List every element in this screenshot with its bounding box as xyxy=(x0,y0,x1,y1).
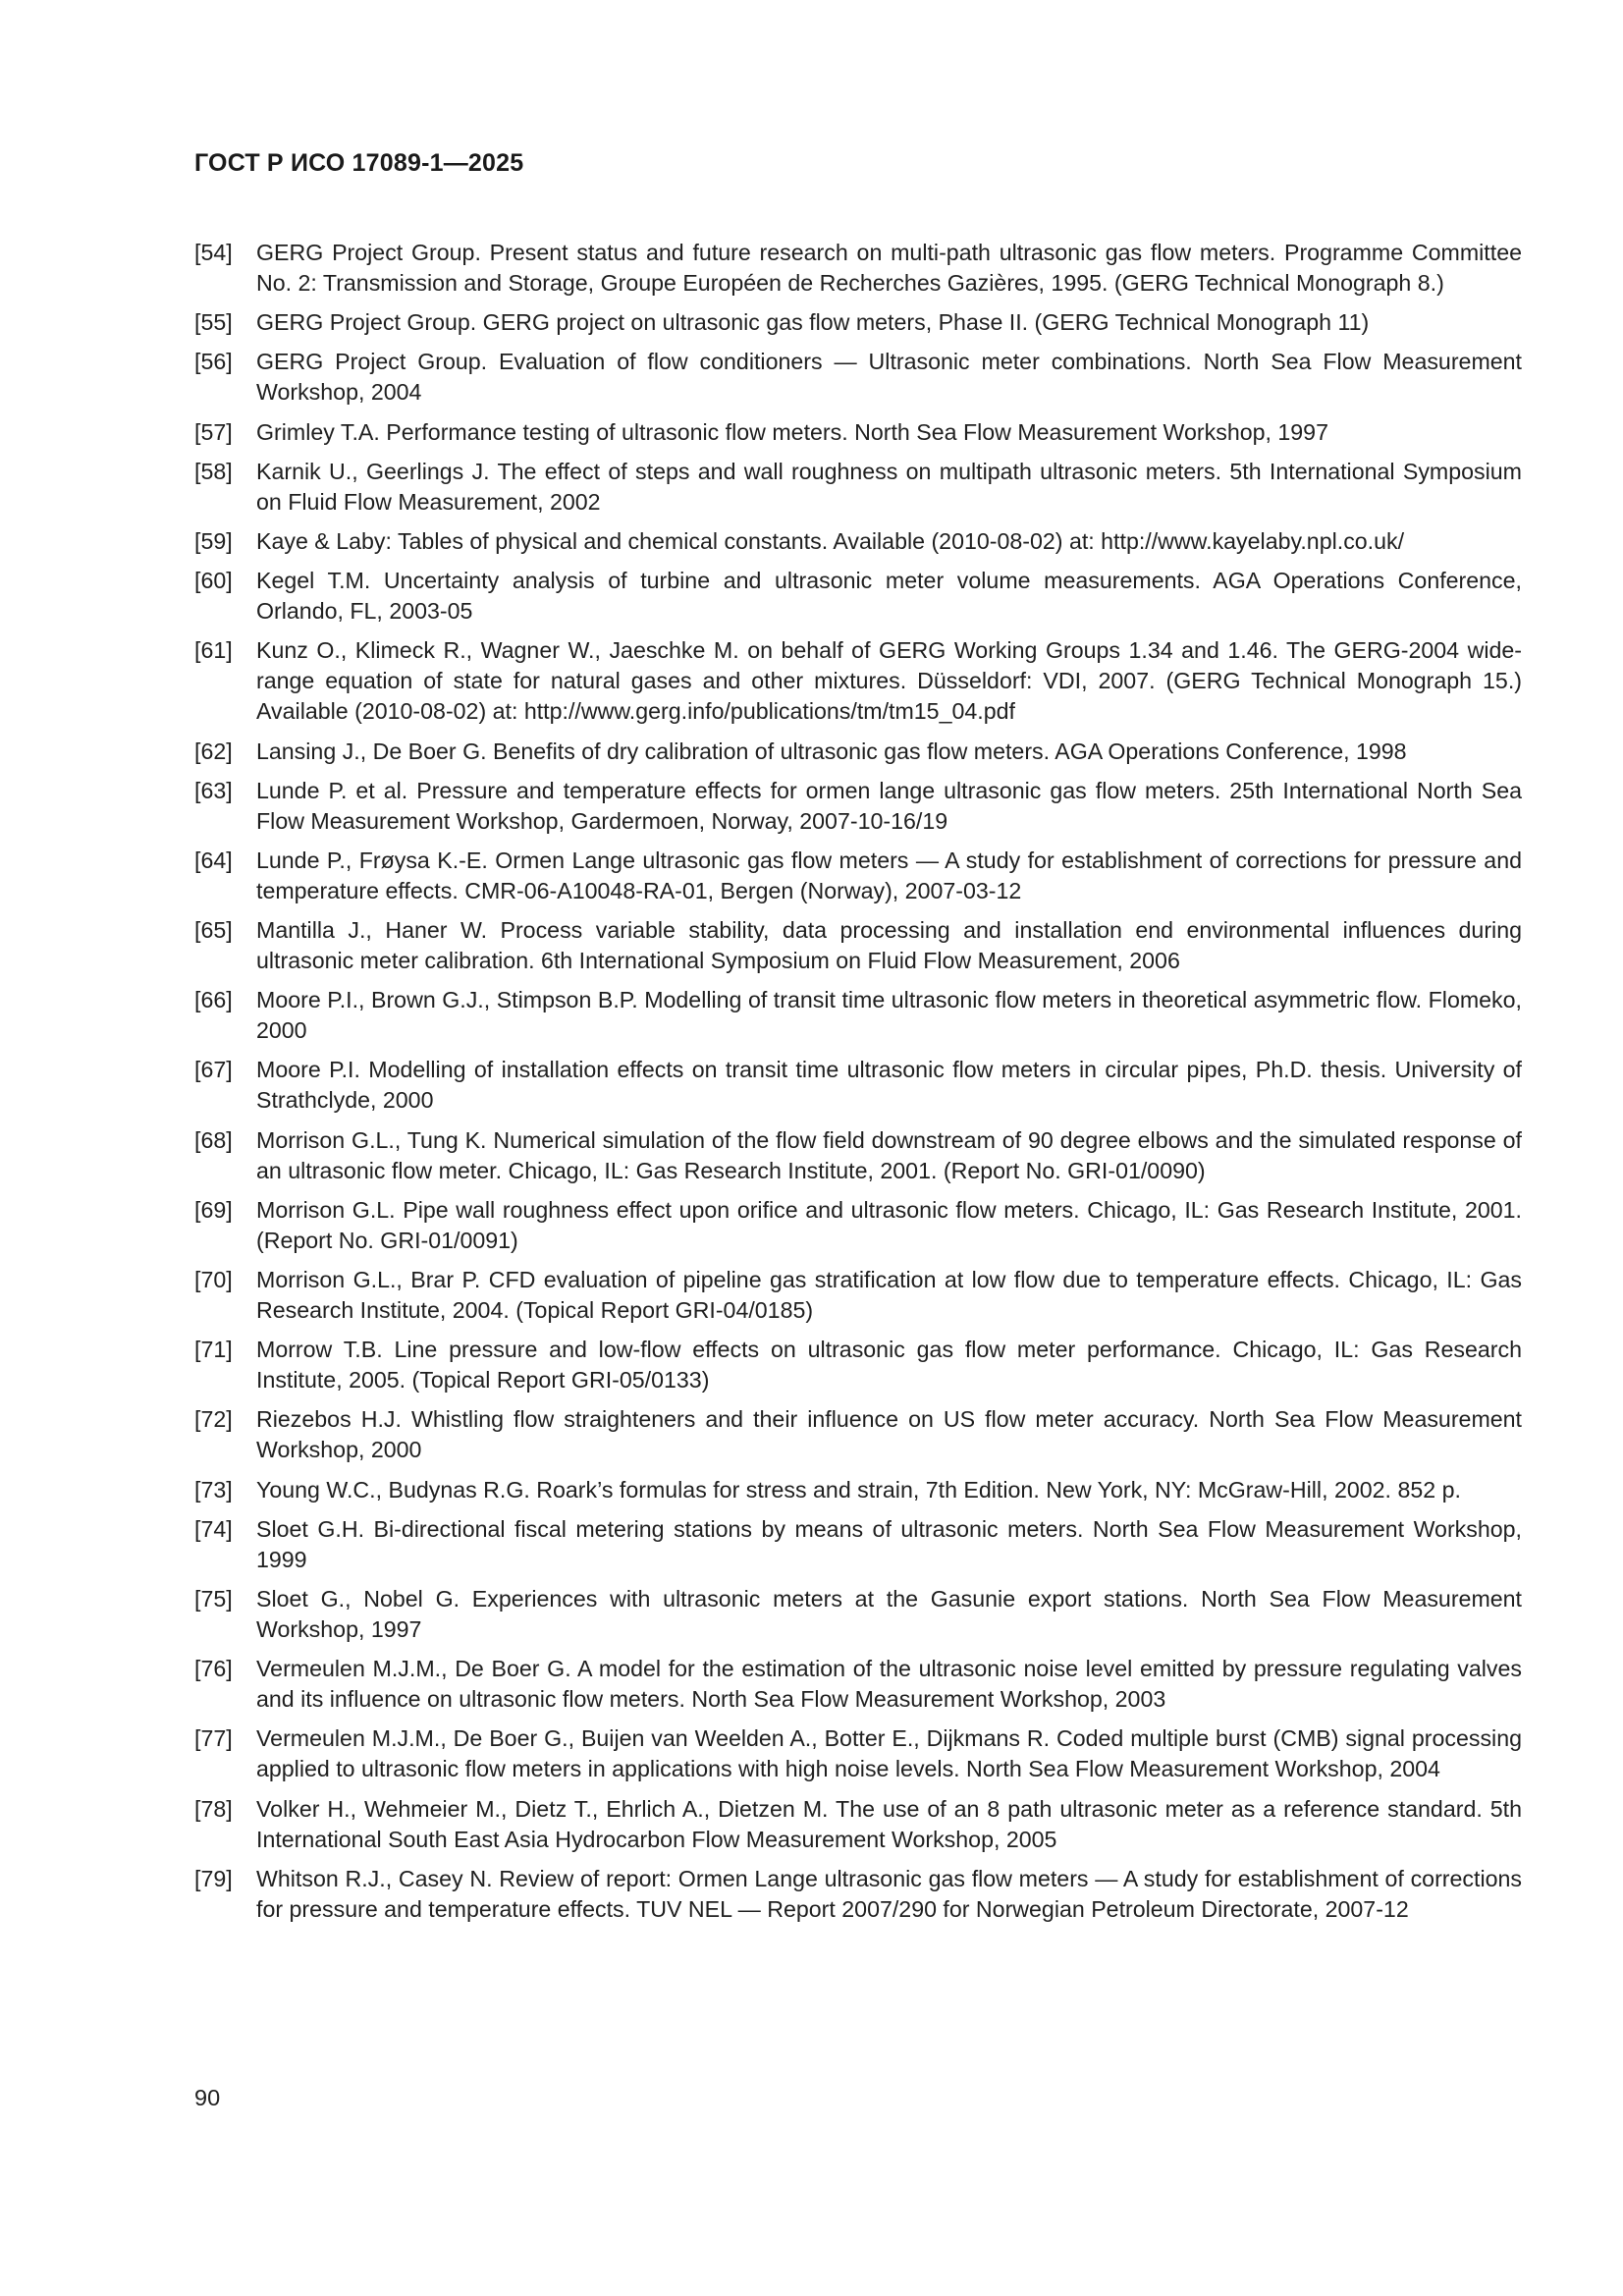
reference-number: [56] xyxy=(194,349,233,375)
reference-number: [70] xyxy=(194,1267,233,1292)
reference-text: GERG Project Group. Present status and future research on multi-path ultrasonic gas flow meters. Programme Committee No. 2: Transmission and Storage, Groupe Européen de Recherches Gazières, 1995. (GERG Technical Monograph 8.) xyxy=(256,240,1522,296)
reference-item xyxy=(194,1404,1522,1465)
reference-item xyxy=(194,1125,1522,1186)
reference-number: [65] xyxy=(194,917,233,944)
reference-item xyxy=(194,915,1522,976)
reference-text: Volker H., Wehmeier M., Dietz T., Ehrlich A., Dietzen M. The use of an 8 path ultrasonic meter as a reference standard. 5th International South East Asia Hydrocarbon Flow Measurement Workshop, 2005 xyxy=(256,1795,1522,1852)
reference-number: [64] xyxy=(194,847,233,873)
reference-item xyxy=(194,1723,1522,1784)
reference-text: Kaye & Laby: Tables of physical and chemical constants. Available (2010-08-02) at: http://www.kayelaby.npl.co.uk/ xyxy=(256,527,1405,554)
reference-number: [61] xyxy=(194,637,233,664)
reference-text: Moore P.I., Brown G.J., Stimpson B.P. Modelling of transit time ultrasonic flow meters in theoretical asymmetric flow. Flomeko, 2000 xyxy=(256,987,1522,1044)
reference-number: [66] xyxy=(194,987,233,1013)
reference-text: Moore P.I. Modelling of installation effects on transit time ultrasonic flow meters in circular pipes, Ph.D. thesis. University of Strathclyde, 2000 xyxy=(256,1057,1522,1114)
reference-number: [60] xyxy=(194,568,233,594)
reference-text: Riezebos H.J. Whistling flow straighteners and their influence on US flow meter accuracy. North Sea Flow Measurement Workshop, 2000 xyxy=(256,1406,1522,1463)
reference-number: [63] xyxy=(194,777,233,803)
reference-text: Vermeulen M.J.M., De Boer G. A model for the estimation of the ultrasonic noise level emitted by pressure regulating valves and its influence on ultrasonic flow meters. North Sea Flow Measurement Workshop, 2003 xyxy=(256,1656,1522,1713)
reference-text: Sloet G.H. Bi-directional fiscal metering stations by means of ultrasonic meters. North Sea Flow Measurement Workshop, 1999 xyxy=(256,1515,1522,1572)
reference-item xyxy=(194,1335,1522,1395)
reference-number: [54] xyxy=(194,240,233,265)
reference-item xyxy=(194,1864,1522,1925)
reference-item xyxy=(194,307,1522,338)
reference-item xyxy=(194,985,1522,1046)
reference-number: [73] xyxy=(194,1476,233,1503)
reference-item xyxy=(194,417,1522,448)
reference-number: [68] xyxy=(194,1126,233,1153)
reference-number: [77] xyxy=(194,1725,233,1752)
reference-item xyxy=(194,635,1522,727)
reference-text: Lansing J., De Boer G. Benefits of dry calibration of ultrasonic gas flow meters. AGA Operations Conference, 1998 xyxy=(256,738,1407,764)
reference-text: GERG Project Group. GERG project on ultrasonic gas flow meters, Phase II. (GERG Technical Monograph 11) xyxy=(256,309,1370,336)
reference-text: Lunde P., Frøysa K.-E. Ormen Lange ultrasonic gas flow meters — A study for establishment of corrections for pressure and temperature effects. CMR-06-A10048-RA-01, Bergen (Norway), 2007-03-12 xyxy=(256,847,1522,903)
reference-item xyxy=(194,526,1522,557)
reference-number: [62] xyxy=(194,738,233,764)
reference-number: [69] xyxy=(194,1196,233,1223)
reference-number: [72] xyxy=(194,1406,233,1433)
reference-text: Kegel T.M. Uncertainty analysis of turbine and ultrasonic meter volume measurements. AGA Operations Conference, Orlando, FL, 2003-05 xyxy=(256,568,1522,625)
reference-text: Morrison G.L., Tung K. Numerical simulation of the flow field downstream of 90 degree elbows and the simulated response of an ultrasonic flow meter. Chicago, IL: Gas Research Institute, 2001. (Report No. GRI-01/0090) xyxy=(256,1126,1522,1183)
reference-item xyxy=(194,737,1522,767)
reference-item xyxy=(194,1584,1522,1645)
reference-number: [67] xyxy=(194,1057,233,1083)
reference-number: [78] xyxy=(194,1795,233,1822)
reference-text: Kunz O., Klimeck R., Wagner W., Jaeschke M. on behalf of GERG Working Groups 1.34 and 1.46. The GERG-2004 wide-range equation of state for natural gases and other mixtures. Düsseldorf: VDI, 2007. (GERG Technical Monograph 15.) Available (2010-08-02) at: http://www.gerg.info/publications/tm/tm15_04.pdf xyxy=(256,637,1522,725)
page-number: 90 xyxy=(194,2085,221,2110)
reference-number: [59] xyxy=(194,527,233,554)
reference-item xyxy=(194,238,1522,299)
reference-text: GERG Project Group. Evaluation of flow conditioners — Ultrasonic meter combinations. North Sea Flow Measurement Workshop, 2004 xyxy=(256,349,1522,406)
reference-number: [55] xyxy=(194,309,233,336)
reference-number: [58] xyxy=(194,458,233,484)
reference-number: [79] xyxy=(194,1865,233,1891)
reference-item xyxy=(194,1475,1522,1505)
reference-item xyxy=(194,1794,1522,1855)
reference-number: [57] xyxy=(194,418,233,445)
reference-text: Vermeulen M.J.M., De Boer G., Buijen van Weelden A., Botter E., Dijkmans R. Coded multiple burst (CMB) signal processing applied to ultrasonic flow meters in applications with high noise levels. North Sea Flow Measurement Workshop, 2004 xyxy=(256,1725,1522,1782)
reference-item xyxy=(194,846,1522,906)
reference-number: [75] xyxy=(194,1585,233,1612)
reference-item xyxy=(194,776,1522,837)
reference-item xyxy=(194,1654,1522,1715)
reference-item xyxy=(194,566,1522,627)
reference-item xyxy=(194,347,1522,408)
reference-item xyxy=(194,1055,1522,1116)
reference-text: Morrow T.B. Line pressure and low-flow effects on ultrasonic gas flow meter performance. Chicago, IL: Gas Research Institute, 2005. (Topical Report GRI-05/0133) xyxy=(256,1337,1522,1394)
reference-item xyxy=(194,457,1522,518)
reference-text: Morrison G.L., Brar P. CFD evaluation of pipeline gas stratification at low flow due to temperature effects. Chicago, IL: Gas Research Institute, 2004. (Topical Report GRI-04/0185) xyxy=(256,1267,1522,1323)
reference-item xyxy=(194,1514,1522,1575)
reference-text: Karnik U., Geerlings J. The effect of steps and wall roughness on multipath ultrasonic meters. 5th International Symposium on Fluid Flow Measurement, 2002 xyxy=(256,458,1522,515)
reference-number: [71] xyxy=(194,1337,233,1363)
reference-text: Lunde P. et al. Pressure and temperature effects for ormen lange ultrasonic gas flow meters. 25th International North Sea Flow Measurement Workshop, Gardermoen, Norway, 2007-10-16/19 xyxy=(256,777,1522,834)
reference-text: Sloet G., Nobel G. Experiences with ultrasonic meters at the Gasunie export stations. North Sea Flow Measurement Workshop, 1997 xyxy=(256,1585,1522,1642)
reference-number: [74] xyxy=(194,1515,233,1542)
reference-item xyxy=(194,1265,1522,1326)
reference-number: [76] xyxy=(194,1656,233,1682)
reference-list xyxy=(194,238,1522,1934)
reference-item xyxy=(194,1195,1522,1256)
reference-text: Morrison G.L. Pipe wall roughness effect upon orifice and ultrasonic flow meters. Chicago, IL: Gas Research Institute, 2001. (Report No. GRI-01/0091) xyxy=(256,1196,1522,1253)
reference-text: Whitson R.J., Casey N. Review of report: Ormen Lange ultrasonic gas flow meters — A study for establishment of corrections for pressure and temperature effects. TUV NEL — Report 2007/290 for Norwegian Petroleum Directorate, 2007-12 xyxy=(256,1865,1522,1922)
reference-text: Grimley T.A. Performance testing of ultrasonic flow meters. North Sea Flow Measurement Workshop, 1997 xyxy=(256,418,1328,445)
document-header: ГОСТ Р ИСО 17089-1—2025 xyxy=(194,149,524,177)
reference-text: Young W.C., Budynas R.G. Roark’s formulas for stress and strain, 7th Edition. New York, NY: McGraw-Hill, 2002. 852 p. xyxy=(256,1476,1461,1503)
reference-text: Mantilla J., Haner W. Process variable stability, data processing and installation end environmental influences during ultrasonic meter calibration. 6th International Symposium on Fluid Flow Measurement, 2006 xyxy=(256,917,1522,974)
